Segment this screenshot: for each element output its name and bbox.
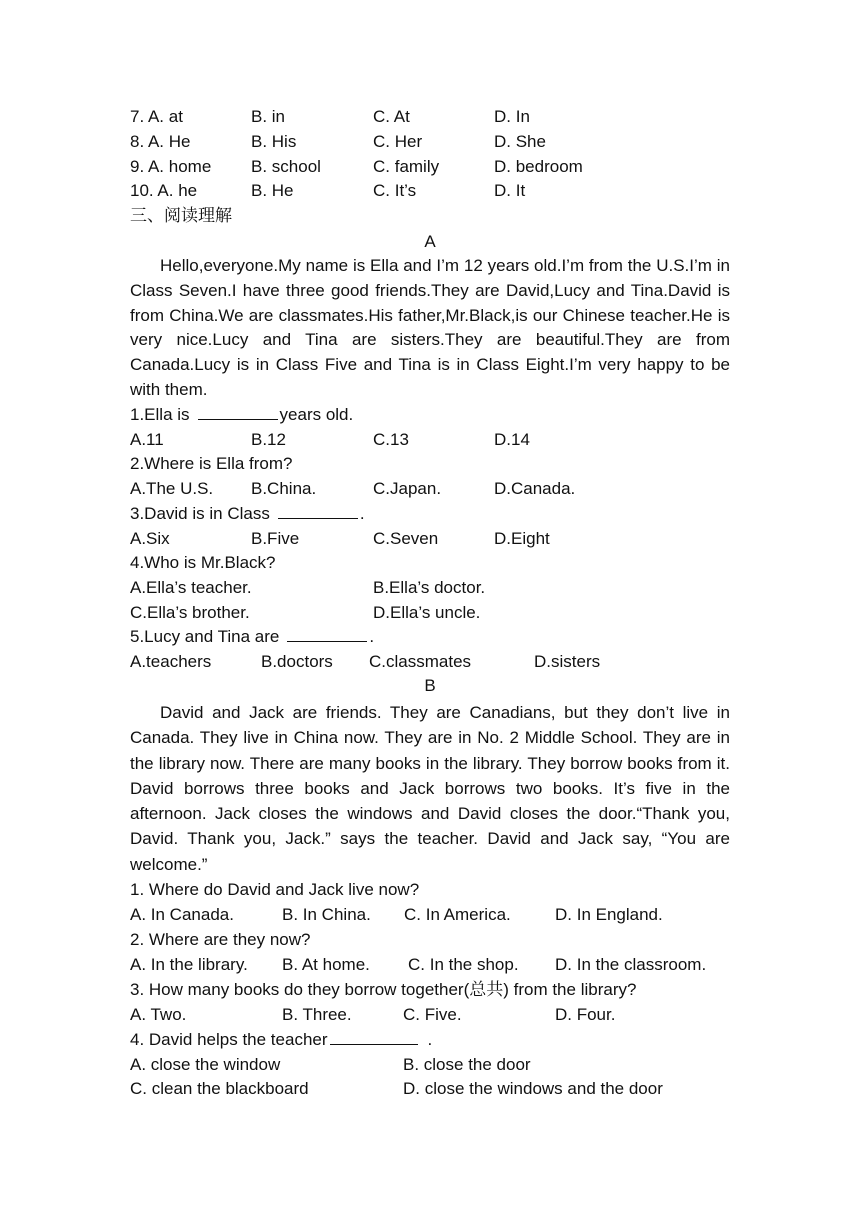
option-c: C. It’s	[373, 181, 417, 200]
option-a: 8. A. He	[130, 132, 191, 151]
option-d: D.14	[494, 430, 530, 449]
option-b: B. His	[251, 132, 297, 151]
option-c: C. clean the blackboard	[130, 1079, 309, 1098]
option-d: D. In	[494, 107, 530, 126]
question-a3-suffix: .	[359, 504, 365, 523]
question-b4	[130, 1028, 432, 1052]
option-a: 10. A. he	[130, 181, 198, 200]
option-d: D.Eight	[494, 529, 550, 548]
question-a3	[130, 502, 365, 526]
option-a: A.Six	[130, 529, 170, 548]
option-c: C. In the shop.	[408, 955, 519, 974]
option-c: C. Five.	[403, 1005, 462, 1024]
option-b: B.Five	[251, 529, 300, 548]
option-a: A.Ella’s teacher.	[130, 578, 252, 597]
option-a: 9. A. home	[130, 157, 212, 176]
option-d: D. close the windows and the door	[403, 1079, 663, 1098]
option-b: B. At home.	[282, 955, 370, 974]
option-d: D.Ella’s uncle.	[373, 603, 481, 622]
option-c: C.classmates	[369, 652, 472, 671]
option-c: C. In America.	[404, 905, 511, 924]
question-a1	[130, 403, 353, 427]
option-b: B. school	[251, 157, 321, 176]
option-a: A.teachers	[130, 652, 212, 671]
option-c: C. family	[373, 157, 440, 176]
option-b: B.doctors	[261, 652, 333, 671]
option-d: D. bedroom	[494, 157, 583, 176]
question-b3: 3. How many books do they borrow together(总共) from the library?	[130, 980, 637, 999]
option-b: B. He	[251, 181, 294, 200]
question-a1-suffix: years old.	[279, 405, 354, 424]
option-a: A. In Canada.	[130, 905, 234, 924]
option-d: D. She	[494, 132, 546, 151]
option-c: C. At	[373, 107, 410, 126]
option-d: D. In England.	[555, 905, 663, 924]
option-b: B.12	[251, 430, 286, 449]
question-a3-prompt: 3.David is in Class	[130, 504, 270, 523]
passage-a-text-block	[130, 254, 730, 403]
option-d: D. It	[494, 181, 526, 200]
option-d: D.Canada.	[494, 479, 576, 498]
option-d: D. In the classroom.	[555, 955, 707, 974]
passage-a-text: Hello,everyone.My name is Ella and I’m 12 years old.I’m from the U.S.I’m in Class Seven.I have three good friends.They are David,Lucy and Tina.David is from China.We are classmates.His father,Mr.Black,is our Chinese teacher.He is very nice.Lucy and Tina are sisters.They are beautiful.They are from Canada.Lucy is in Class Five and Tina is in Class Eight.I’m very happy to be with them.	[130, 256, 730, 399]
option-d: D.sisters	[534, 652, 601, 671]
question-b4-suffix: .	[427, 1030, 433, 1049]
question-a5-suffix: .	[369, 627, 375, 646]
option-a: A. close the window	[130, 1055, 281, 1074]
passage-b-text: David and Jack are friends. They are Canadians, but they don’t live in Canada. They live in China now. They are in No. 2 Middle School. They are in the library now. There are many books in the library. They borrow books from it. David borrows three books and Jack borrows two books. It’s five in the afternoon. Jack closes the windows and David closes the door.“Thank you, David. Thank you, Jack.” says the teacher. David and Jack say, “You are welcome.”	[130, 703, 730, 874]
question-b4-prompt: 4. David helps the teacher	[130, 1030, 328, 1049]
option-c: C.Seven	[373, 529, 439, 548]
option-c: C.13	[373, 430, 409, 449]
answer-blank[interactable]	[278, 502, 358, 519]
passage-b-text-block	[130, 700, 730, 877]
option-a: 7. A. at	[130, 107, 183, 126]
question-a2: 2.Where is Ella from?	[130, 454, 293, 473]
option-b: B. In China.	[282, 905, 371, 924]
option-d: D. Four.	[555, 1005, 616, 1024]
option-a: A. In the library.	[130, 955, 248, 974]
passage-a-heading: A	[424, 232, 436, 251]
option-c: C. Her	[373, 132, 423, 151]
option-b: B.China.	[251, 479, 317, 498]
option-a: A.11	[130, 430, 164, 449]
option-b: B. close the door	[403, 1055, 531, 1074]
question-b2: 2. Where are they now?	[130, 930, 311, 949]
passage-b-heading: B	[424, 676, 436, 695]
option-c: C.Ella’s brother.	[130, 603, 250, 622]
question-a5	[130, 625, 374, 649]
question-b1: 1. Where do David and Jack live now?	[130, 880, 420, 899]
answer-blank[interactable]	[198, 403, 278, 420]
question-a1-prompt: 1.Ella is	[130, 405, 190, 424]
answer-blank[interactable]	[330, 1028, 418, 1045]
option-b: B.Ella’s doctor.	[373, 578, 486, 597]
question-a4: 4.Who is Mr.Black?	[130, 553, 276, 572]
answer-blank[interactable]	[287, 625, 367, 642]
option-b: B. Three.	[282, 1005, 352, 1024]
option-a: A. Two.	[130, 1005, 187, 1024]
option-b: B. in	[251, 107, 286, 126]
option-a: A.The U.S.	[130, 479, 214, 498]
question-a5-prompt: 5.Lucy and Tina are	[130, 627, 280, 646]
option-c: C.Japan.	[373, 479, 442, 498]
section-title: 三、阅读理解	[130, 206, 232, 226]
